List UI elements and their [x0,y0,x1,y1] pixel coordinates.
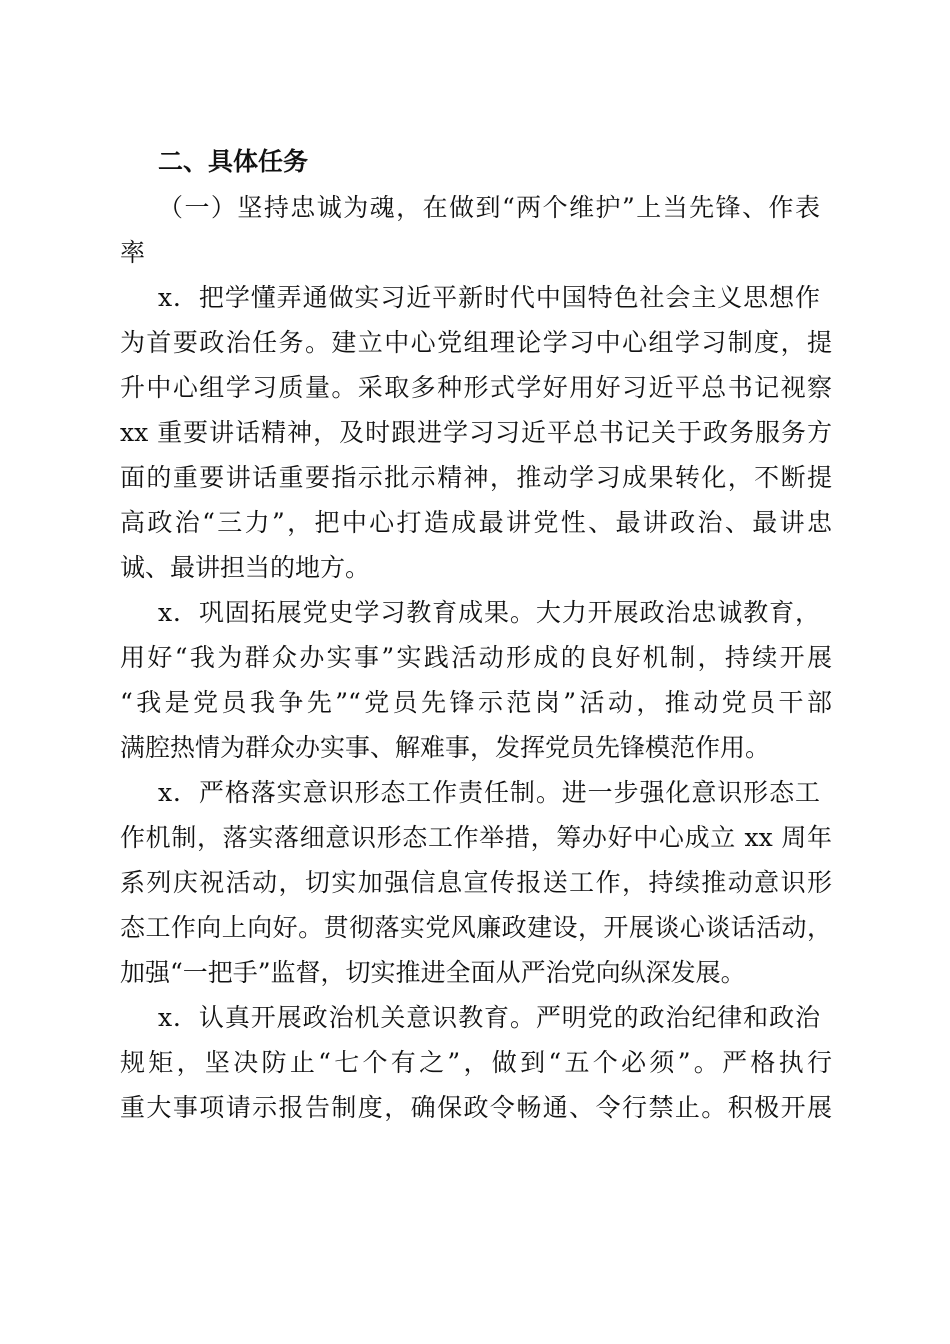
paragraph-line: 作机制，落实落细意识形态工作举措，筹办好中心成立 xx 周年 [120,823,832,852]
paragraph-line: x．巩固拓展党史学习教育成果。大力开展政治忠诚教育， [158,598,820,627]
paragraph-line: 升中心组学习质量。采取多种形式学好用好习近平总书记视察 [120,373,832,402]
paragraph-line: 重大事项请示报告制度，确保政令畅通、令行禁止。积极开展 [120,1093,832,1122]
paragraph-line: 规矩，坚决防止“七个有之”，做到“五个必须”。严格执行 [120,1048,832,1077]
section-heading: 二、具体任务 [158,147,309,176]
paragraph-line: 诚、最讲担当的地方。 [120,553,371,582]
paragraph-line: 高政治“三力”，把中心打造成最讲党性、最讲政治、最讲忠 [120,508,832,537]
paragraph-line: 满腔热情为群众办实事、解难事，发挥党员先锋模范作用。 [120,733,771,762]
subheading-line-2: 率 [120,238,146,267]
paragraph-line: x．严格落实意识形态工作责任制。进一步强化意识形态工 [158,778,820,807]
paragraph-line: xx 重要讲话精神，及时跟进学习习近平总书记关于政务服务方 [120,418,832,447]
paragraph-line: 态工作向上向好。贯彻落实党风廉政建设，开展谈心谈话活动， [120,913,832,942]
paragraph-line: 面的重要讲话重要指示批示精神，推动学习成果转化，不断提 [120,463,832,492]
paragraph-line: 加强“一把手”监督，切实推进全面从严治党向纵深发展。 [120,958,746,987]
paragraph-line: x．认真开展政治机关意识教育。严明党的政治纪律和政治 [158,1003,820,1032]
subheading-line-1: （一）坚持忠诚为魂，在做到“两个维护”上当先锋、作表 [158,193,820,222]
paragraph-line: x．把学懂弄通做实习近平新时代中国特色社会主义思想作 [158,283,820,312]
paragraph-line: 用好“我为群众办实事”实践活动形成的良好机制，持续开展 [120,643,832,672]
paragraph-line: 为首要政治任务。建立中心党组理论学习中心组学习制度，提 [120,328,832,357]
paragraph-line: “我是党员我争先”“党员先锋示范岗”活动，推动党员干部 [120,688,832,717]
paragraph-line: 系列庆祝活动，切实加强信息宣传报送工作，持续推动意识形 [120,868,832,897]
